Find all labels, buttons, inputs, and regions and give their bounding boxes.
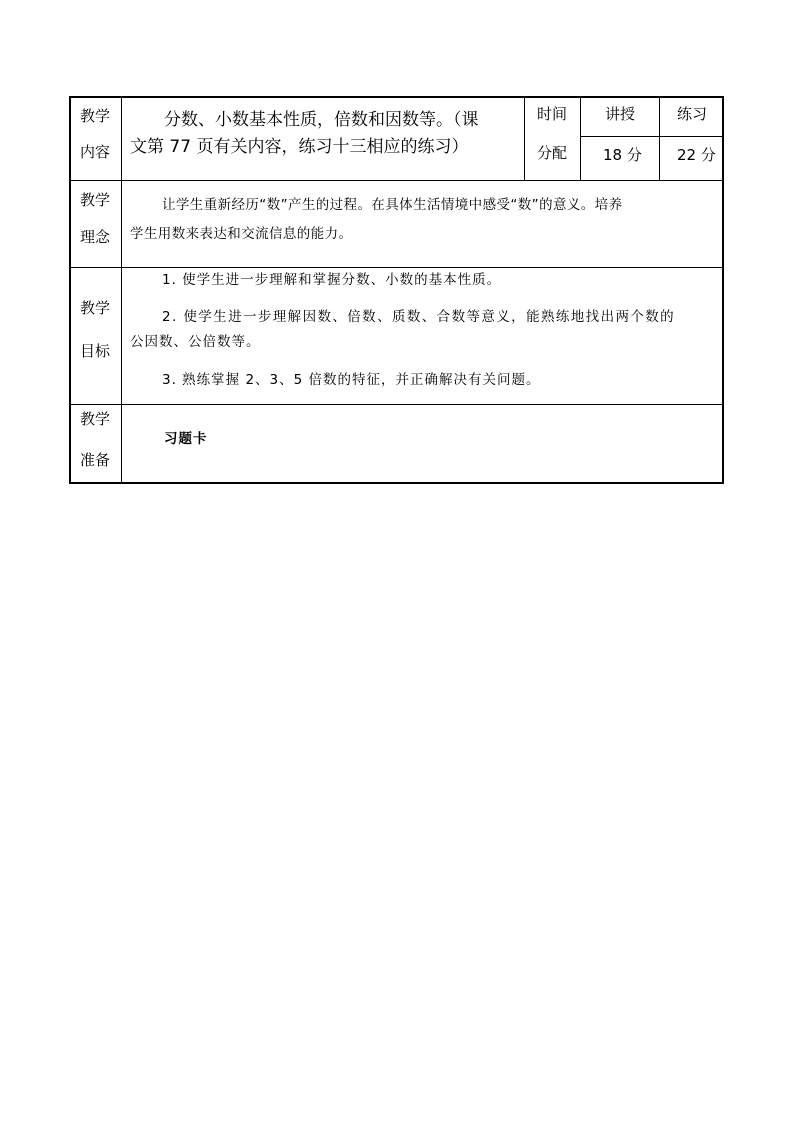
row-label-goals-2: 目标 — [80, 342, 111, 360]
row-label-concept-2: 理念 — [80, 228, 111, 246]
goal-item-2-line1: 2. 使学生进一步理解因数、倍数、质数、合数等意义，能熟练地找出两个数的 — [162, 309, 676, 325]
table-border-bottom — [69, 482, 724, 484]
lecture-label: 讲授 — [605, 105, 636, 123]
row-divider — [69, 267, 724, 268]
row-label-prep-2: 准备 — [80, 451, 111, 469]
row-label-goals-1: 教学 — [80, 299, 111, 317]
prep-text: 习题卡 — [164, 431, 208, 447]
time-column-divider — [524, 96, 525, 180]
lesson-plan-table — [69, 96, 724, 484]
practice-label: 练习 — [677, 105, 708, 123]
content-text-line2: 文第 77 页有关内容，练习十三相应的练习） — [130, 137, 469, 157]
time-column-divider — [659, 96, 660, 180]
row-label-prep-1: 教学 — [80, 410, 111, 428]
practice-time: 22 分 — [677, 146, 716, 164]
time-label-2: 分配 — [537, 144, 568, 162]
table-border-left — [69, 96, 71, 484]
goal-item-1: 1. 使学生进一步理解和掌握分数、小数的基本性质。 — [162, 272, 502, 288]
lecture-time: 18 分 — [603, 146, 642, 164]
table-border-right — [722, 96, 724, 484]
row-label-content-2: 内容 — [80, 143, 111, 161]
time-row-divider — [580, 136, 723, 137]
row-divider — [69, 180, 724, 181]
concept-line1: 让学生重新经历“数”产生的过程。在具体生活情境中感受“数”的意义。培养 — [162, 197, 623, 213]
label-column-divider — [121, 96, 122, 484]
row-divider — [69, 404, 724, 405]
row-label-concept-1: 教学 — [80, 191, 111, 209]
time-label-1: 时间 — [537, 105, 568, 123]
concept-line2: 学生用数来表达和交流信息的能力。 — [130, 226, 353, 242]
row-label-content-1: 教学 — [80, 107, 111, 125]
goal-item-3: 3. 熟练掌握 2、3、5 倍数的特征，并正确解决有关问题。 — [162, 372, 541, 388]
goal-item-2-line2: 公因数、公倍数等。 — [130, 334, 261, 350]
content-text-line1: 分数、小数基本性质，倍数和因数等。（课 — [164, 110, 479, 130]
table-border-top — [69, 96, 724, 98]
time-column-divider — [580, 96, 581, 180]
